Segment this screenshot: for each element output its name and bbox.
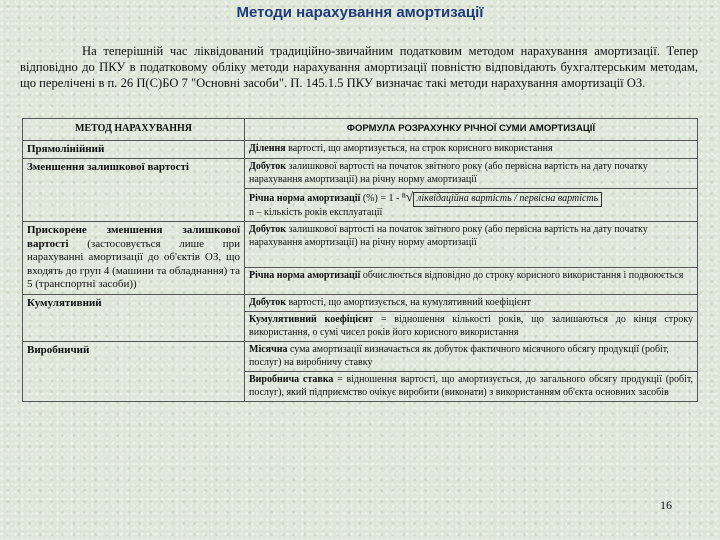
rate-production: Виробнича ставка = відношення вартості, що амортизується, до загального обсягу продукції (робіт, послуг), який підприємство очікує виробити (виконати) з використанням об'єкта основних засобів [245, 372, 698, 402]
table-header-row [23, 119, 698, 141]
method-cumulative: Кумулятивний [23, 294, 245, 342]
years-note: n – кількість років експлуатації [249, 206, 383, 218]
table-row [23, 222, 698, 268]
rate-accelerated: Річна норма амортизації обчислюється відповідно до строку корисного використання і подвоюється [245, 267, 698, 294]
rate-formula: ліквідаційна вартість / первісна вартість [413, 192, 602, 207]
page-title: Методи нарахування амортизації [236, 4, 484, 21]
table-row [23, 342, 698, 372]
table-row [23, 294, 698, 312]
rate-reducing-balance: Річна норма амортизації (%) = 1 - ⁿ√ ліквідаційна вартість / первісна вартість n – кількість років експлуатації [245, 189, 698, 222]
table-row [23, 159, 698, 189]
header-formula: ФОРМУЛА РОЗРАХУНКУ РІЧНОЇ СУМИ АМОРТИЗАЦІЇ [245, 119, 698, 141]
method-straight-line: Прямолінійний [23, 140, 245, 159]
method-accelerated-reducing: Прискорене зменшення залишкової вартості (застосовується лише при нарахуванні амортизації до об'єктів ОЗ, що входять до груп 4 (машини та обладнання) та 5 (транспортні засоби)) [23, 222, 245, 295]
coef-cumulative: Кумулятивний коефіцієнт = відношення кількості років, що залишаються до кінця строку використання, о сумі чисел років його корисного використання [245, 312, 698, 342]
method-reducing-balance: Зменшення залишкової вартості [23, 159, 245, 222]
formula-production: Місячна сума амортизації визначається як добуток фактичного місячного обсягу продукції (робіт, послуг) на виробничу ставку [245, 342, 698, 372]
formula-straight-line: Ділення вартості, що амортизується, на строк корисного використання [245, 140, 698, 159]
formula-reducing-balance: Добуток залишкової вартості на початок звітного року (або первісна вартість на дату початку нарахування амортизації) на річну норму амортизації [245, 159, 698, 189]
table-row [23, 140, 698, 159]
intro-paragraph: На теперішній час ліквідований традиційно-звичайним податковим методом нарахування амортизації. Тепер відповідно до ПКУ в податковому обліку методи нарахування амортизації повністю відповідають бухгалтерським методам, що перелічені в п. 26 П(С)БО 7 "Основні засоби". П. 145.1.5 ПКУ визначає такі методи нарахування амортизації ОЗ. [20, 43, 698, 91]
formula-cumulative: Добуток вартості, що амортизується, на кумулятивний коефіцієнт [245, 294, 698, 312]
method-production: Виробничий [23, 342, 245, 402]
depreciation-methods-table [22, 118, 698, 402]
formula-accelerated: Добуток залишкової вартості на початок звітного року (або первісна вартість на дату початку нарахування амортизації) на річну норму амортизації [245, 222, 698, 268]
page-number: 16 [660, 498, 672, 512]
header-method: МЕТОД НАРАХУВАННЯ [23, 119, 245, 141]
